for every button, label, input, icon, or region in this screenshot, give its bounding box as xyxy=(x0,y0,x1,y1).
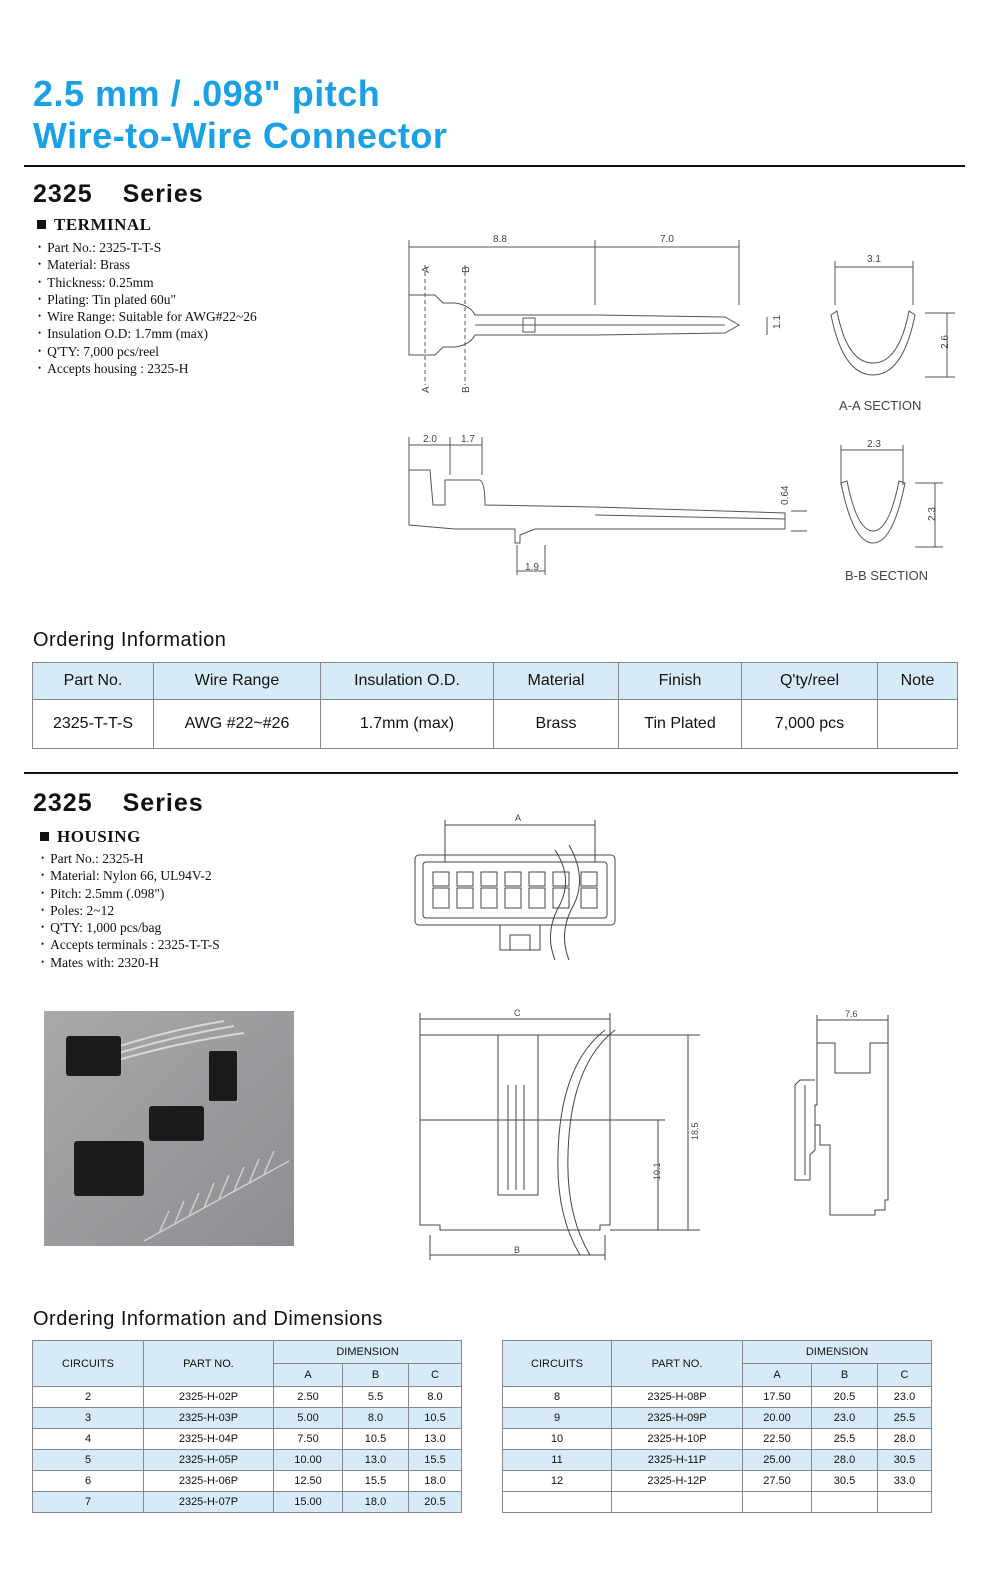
table-cell: 2325-H-10P xyxy=(612,1429,743,1450)
table-cell xyxy=(878,1492,932,1513)
table-cell: 7,000 pcs xyxy=(742,700,878,749)
table-cell: 28.0 xyxy=(812,1450,878,1471)
product-photo xyxy=(44,1011,294,1246)
table-cell: 18.0 xyxy=(409,1471,462,1492)
dim-height: 1.1 xyxy=(772,315,783,329)
table-cell: 30.5 xyxy=(878,1450,932,1471)
col-header: Q'ty/reel xyxy=(742,663,878,700)
table-cell: 15.5 xyxy=(343,1471,409,1492)
dim-18-5-label: 18.5 xyxy=(690,1122,700,1140)
col-header-c: C xyxy=(409,1364,462,1387)
label-a-bottom: A xyxy=(421,386,432,393)
table-cell: 4 xyxy=(33,1429,144,1450)
terminal-spec-list xyxy=(38,239,257,377)
table-cell: 2325-T-T-S xyxy=(33,700,154,749)
col-header: Note xyxy=(878,663,958,700)
col-header-dimension: DIMENSION xyxy=(274,1341,462,1364)
col-header-a: A xyxy=(743,1364,812,1387)
terminal-technical-drawing xyxy=(395,225,975,595)
table-row xyxy=(503,1492,932,1513)
ordering-title: Ordering Information xyxy=(33,629,227,651)
spec-item: • Plating: Tin plated 60u" xyxy=(38,291,257,308)
table-cell: 11 xyxy=(503,1450,612,1471)
dim-top-left: 8.8 xyxy=(493,234,507,245)
table-cell: 2.50 xyxy=(274,1387,343,1408)
col-header-circuits: CIRCUITS xyxy=(503,1341,612,1387)
terminal-side-view xyxy=(409,434,807,575)
spec-item: • Mates with: 2320-H xyxy=(41,954,220,971)
ordering-header-row xyxy=(33,663,958,700)
label-b-bottom: B xyxy=(461,386,472,393)
table-cell xyxy=(743,1492,812,1513)
table-cell: 8 xyxy=(503,1387,612,1408)
table-cell: Tin Plated xyxy=(619,700,742,749)
col-header: Insulation O.D. xyxy=(321,663,494,700)
table-cell: 9 xyxy=(503,1408,612,1429)
housing-profile-drawing xyxy=(785,1005,900,1225)
spec-item: • Part No.: 2325-T-T-S xyxy=(38,239,257,256)
table-cell: 2325-H-06P xyxy=(144,1471,274,1492)
table-cell: 5 xyxy=(33,1450,144,1471)
dimensions-table-right xyxy=(502,1340,932,1513)
col-header: Finish xyxy=(619,663,742,700)
table-cell: 12 xyxy=(503,1471,612,1492)
housing-front-drawing xyxy=(405,810,625,960)
table-cell: 5.5 xyxy=(343,1387,409,1408)
dim-header-row xyxy=(33,1341,462,1364)
housing-heading-text: HOUSING xyxy=(57,827,141,846)
top-divider xyxy=(24,165,965,167)
terminal-subheading xyxy=(37,215,152,235)
table-cell: 25.00 xyxy=(743,1450,812,1471)
col-header: Wire Range xyxy=(154,663,321,700)
series-number: 2325 xyxy=(33,789,93,817)
table-cell: 3 xyxy=(33,1408,144,1429)
square-bullet-icon xyxy=(40,832,49,841)
terminal-heading-text: TERMINAL xyxy=(54,215,152,234)
table-row xyxy=(33,1492,462,1513)
col-header-part-no: PART NO. xyxy=(144,1341,274,1387)
col-header-dimension: DIMENSION xyxy=(743,1341,932,1364)
housing-subheading xyxy=(40,827,141,847)
table-cell: 2325-H-09P xyxy=(612,1408,743,1429)
series-number: 2325 xyxy=(33,180,93,208)
col-header-circuits: CIRCUITS xyxy=(33,1341,144,1387)
dim-b-label: B xyxy=(514,1245,521,1255)
side-dim3: 0.64 xyxy=(780,485,791,505)
table-cell: 15.00 xyxy=(274,1492,343,1513)
terminal-top-view xyxy=(409,234,783,393)
table-row xyxy=(503,1408,932,1429)
col-header-a: A xyxy=(274,1364,343,1387)
table-row xyxy=(33,1387,462,1408)
table-cell xyxy=(878,700,958,749)
table-cell: 13.0 xyxy=(343,1450,409,1471)
table-cell: 2325-H-08P xyxy=(612,1387,743,1408)
middle-divider xyxy=(24,772,958,774)
table-row xyxy=(33,1471,462,1492)
terminal-series-heading xyxy=(33,180,204,209)
spec-item: • Q'TY: 1,000 pcs/bag xyxy=(41,919,220,936)
ordering-table xyxy=(32,662,958,749)
table-cell: 12.50 xyxy=(274,1471,343,1492)
series-word: Series xyxy=(122,180,204,208)
spec-item: • Part No.: 2325-H xyxy=(41,850,220,867)
side-dim4: 1.9 xyxy=(525,562,539,573)
series-word: Series xyxy=(122,789,204,817)
table-cell: 2325-H-11P xyxy=(612,1450,743,1471)
table-cell xyxy=(503,1492,612,1513)
aa-width: 3.1 xyxy=(867,254,881,265)
aa-caption: A-A SECTION xyxy=(839,398,922,413)
spec-item: • Wire Range: Suitable for AWG#22~26 xyxy=(38,308,257,325)
spec-item: • Material: Brass xyxy=(38,256,257,273)
table-cell: 30.5 xyxy=(812,1471,878,1492)
table-cell: 10 xyxy=(503,1429,612,1450)
side-dim2: 1.7 xyxy=(461,434,475,445)
page-title-line1: 2.5 mm / .098" pitch xyxy=(33,73,381,114)
spec-item: • Accepts terminals : 2325-T-T-S xyxy=(41,936,220,953)
table-cell: 27.50 xyxy=(743,1471,812,1492)
table-cell: 10.5 xyxy=(409,1408,462,1429)
table-row xyxy=(503,1450,932,1471)
dimensions-table-left xyxy=(32,1340,462,1513)
table-cell: 8.0 xyxy=(409,1387,462,1408)
col-header-b: B xyxy=(343,1364,409,1387)
col-header: Material xyxy=(494,663,619,700)
table-cell: AWG #22~#26 xyxy=(154,700,321,749)
col-header-c: C xyxy=(878,1364,932,1387)
table-row xyxy=(503,1471,932,1492)
col-header-b: B xyxy=(812,1364,878,1387)
table-cell: 20.5 xyxy=(409,1492,462,1513)
dim-top-right: 7.0 xyxy=(660,234,674,245)
table-cell: 5.00 xyxy=(274,1408,343,1429)
spec-item: • Pitch: 2.5mm (.098") xyxy=(41,885,220,902)
table-cell: 2325-H-12P xyxy=(612,1471,743,1492)
spec-item: • Q'TY: 7,000 pcs/reel xyxy=(38,343,257,360)
table-cell: 18.0 xyxy=(343,1492,409,1513)
table-row xyxy=(33,1429,462,1450)
table-cell: 2325-H-02P xyxy=(144,1387,274,1408)
table-cell: 33.0 xyxy=(878,1471,932,1492)
table-cell: 23.0 xyxy=(878,1387,932,1408)
dim-header-row xyxy=(503,1341,932,1364)
square-bullet-icon xyxy=(37,220,46,229)
table-cell: Brass xyxy=(494,700,619,749)
bb-width: 2.3 xyxy=(867,439,881,450)
dim-7-6-label: 7.6 xyxy=(845,1009,858,1019)
aa-section-view xyxy=(831,254,955,413)
table-cell: 2325-H-03P xyxy=(144,1408,274,1429)
spec-item: • Thickness: 0.25mm xyxy=(38,274,257,291)
housing-cavities xyxy=(433,872,597,908)
table-cell xyxy=(612,1492,743,1513)
ordering-data-row xyxy=(33,700,958,749)
dimensions-title: Ordering Information and Dimensions xyxy=(33,1308,383,1330)
table-cell: 10.00 xyxy=(274,1450,343,1471)
table-cell: 10.5 xyxy=(343,1429,409,1450)
label-a-top: A xyxy=(421,266,432,273)
bb-section-view xyxy=(841,439,943,583)
table-row xyxy=(33,1408,462,1429)
spec-item: • Accepts housing : 2325-H xyxy=(38,360,257,377)
table-cell: 28.0 xyxy=(878,1429,932,1450)
housing-side-drawing xyxy=(410,1005,710,1270)
table-cell: 20.00 xyxy=(743,1408,812,1429)
aa-height: 2.6 xyxy=(940,335,951,349)
table-row xyxy=(503,1429,932,1450)
bb-height: 2.3 xyxy=(927,507,938,521)
housing-spec-list xyxy=(41,850,220,971)
table-cell: 15.5 xyxy=(409,1450,462,1471)
col-header-part-no: PART NO. xyxy=(612,1341,743,1387)
spec-item: • Insulation O.D: 1.7mm (max) xyxy=(38,325,257,342)
table-cell xyxy=(812,1492,878,1513)
table-cell: 2 xyxy=(33,1387,144,1408)
table-cell: 20.5 xyxy=(812,1387,878,1408)
spec-item: • Poles: 2~12 xyxy=(41,902,220,919)
table-cell: 2325-H-04P xyxy=(144,1429,274,1450)
table-cell: 7 xyxy=(33,1492,144,1513)
table-cell: 8.0 xyxy=(343,1408,409,1429)
dim-a-label: A xyxy=(515,813,522,823)
table-cell: 17.50 xyxy=(743,1387,812,1408)
table-cell: 22.50 xyxy=(743,1429,812,1450)
table-cell: 2325-H-05P xyxy=(144,1450,274,1471)
table-row xyxy=(503,1387,932,1408)
table-cell: 13.0 xyxy=(409,1429,462,1450)
table-cell: 25.5 xyxy=(812,1429,878,1450)
col-header: Part No. xyxy=(33,663,154,700)
table-cell: 23.0 xyxy=(812,1408,878,1429)
housing-series-heading xyxy=(33,789,204,818)
label-b-top: B xyxy=(461,266,472,273)
table-cell: 6 xyxy=(33,1471,144,1492)
table-cell: 2325-H-07P xyxy=(144,1492,274,1513)
table-cell: 25.5 xyxy=(878,1408,932,1429)
dim-c-label: C xyxy=(514,1008,521,1018)
table-row xyxy=(33,1450,462,1471)
spec-item: • Material: Nylon 66, UL94V-2 xyxy=(41,867,220,884)
dim-10-1-label: 10.1 xyxy=(652,1162,662,1180)
table-cell: 1.7mm (max) xyxy=(321,700,494,749)
page-title-line2: Wire-to-Wire Connector xyxy=(33,115,448,156)
bb-caption: B-B SECTION xyxy=(845,568,929,583)
side-dim1: 2.0 xyxy=(423,434,437,445)
table-cell: 7.50 xyxy=(274,1429,343,1450)
